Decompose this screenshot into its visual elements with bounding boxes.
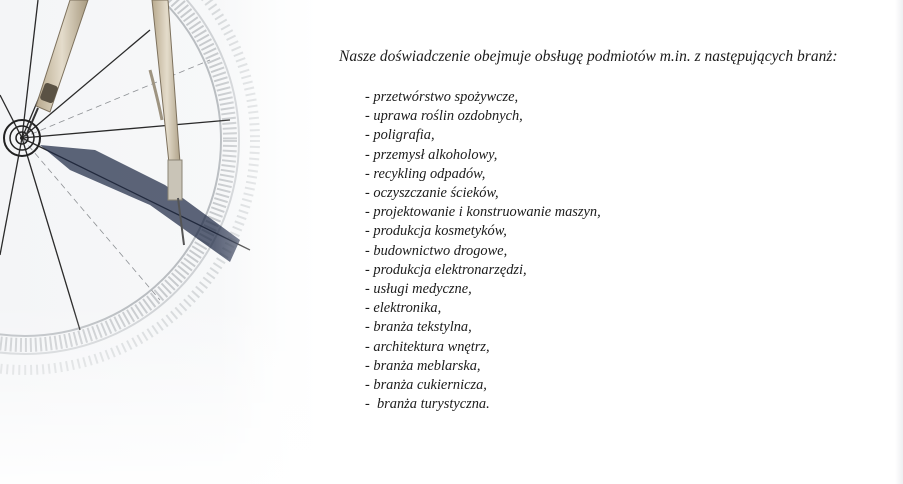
list-item: - poligrafia, [365,127,435,144]
list-item: - projektowanie i konstruowanie maszyn, [365,204,601,221]
compass-illustration-panel [0,0,330,484]
list-item: - przemysł alkoholowy, [365,146,498,163]
list-item: - recykling odpadów, [365,165,486,182]
list-item: - architektura wnętrz, [365,338,490,355]
list-item: - uprawa roślin ozdobnych, [365,108,523,125]
list-item: - budownictwo drogowe, [365,242,508,259]
list-item: - produkcja elektronarzędzi, [365,261,527,278]
page-right-edge [895,0,903,484]
list-item: - branża tekstylna, [365,319,472,336]
list-item: - usługi medyczne, [365,281,472,298]
list-item: - przetwórstwo spożywcze, [365,89,519,105]
intro-text: Nasze doświadczenie obejmuje obsługę podmiotów m.in. z następujących branż: [339,48,838,65]
list-item: - branża turystyczna. [365,396,490,413]
list-item: - elektronika, [365,300,442,317]
list-item: - branża cukiernicza, [365,377,487,394]
industry-list [365,88,894,414]
compass-illustration [0,0,330,484]
list-item: - oczyszczanie ścieków, [365,185,499,202]
industries-section [339,47,894,414]
list-item: - produkcja kosmetyków, [365,223,507,240]
list-item: - branża meblarska, [365,357,481,374]
